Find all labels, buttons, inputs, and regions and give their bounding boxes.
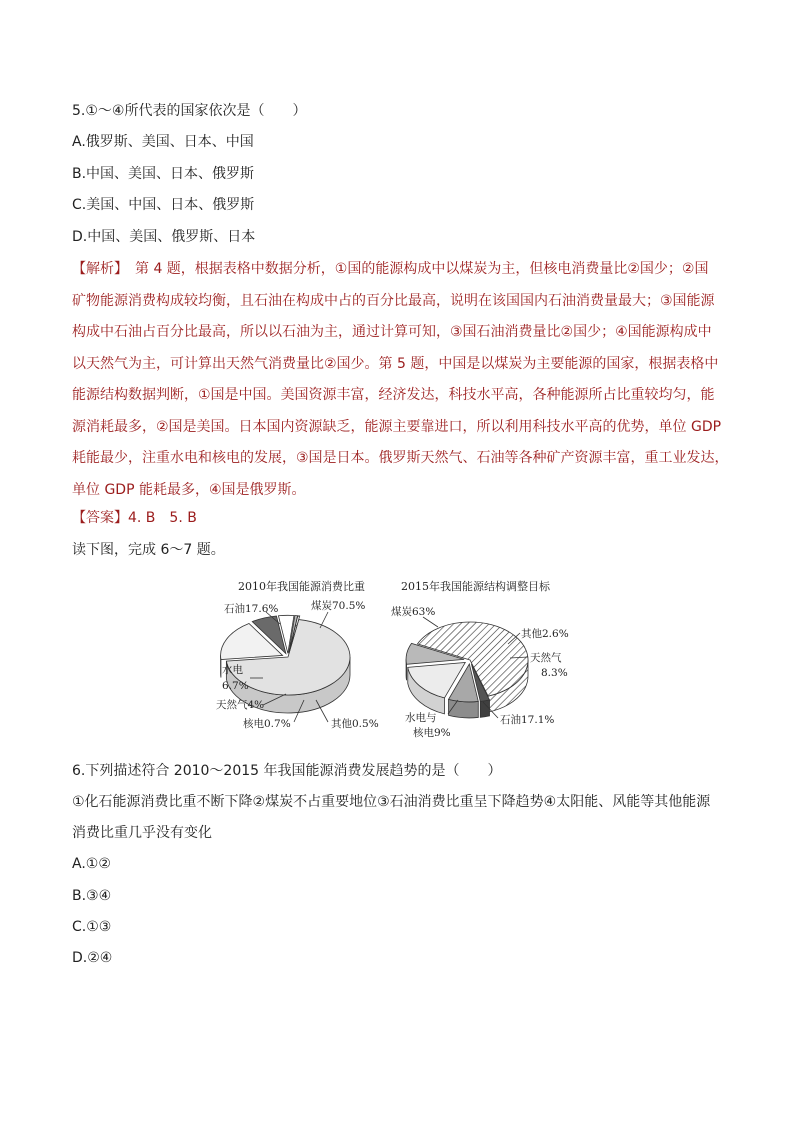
energy-pie-figure (208, 572, 583, 747)
q6-option-a: A.①② (72, 856, 111, 872)
pie2-label-gas: 天然气 (530, 652, 562, 664)
analysis-line-5: 能源结构数据判断，①国是中国。美国资源丰富，经济发达，科技水平高，各种能源所占比重较均匀，能 (72, 387, 715, 403)
analysis-tag: 【解析】 (72, 261, 121, 277)
pie2-label-hydro-nuclear: 水电与 (405, 712, 437, 724)
q6-statements-1: ①化石能源消费比重不断下降②煤炭不占重要地位③石油消费比重呈下降趋势④太阳能、风能等其他能源 (72, 794, 711, 810)
analysis-line-3: 构成中石油占百分比最高，所以以石油为主，通过计算可知，③国石油消费量比②国少；④国能源构成中 (72, 324, 712, 340)
q6-option-d: D.②④ (72, 950, 113, 966)
q5-option-b: B.中国、美国、日本、俄罗斯 (72, 166, 255, 182)
analysis-line-7: 耗能最少，注重水电和核电的发展，③国是日本。俄罗斯天然气、石油等各种矿产资源丰富，重工业发达， (72, 450, 729, 466)
energy-pie-charts (208, 572, 583, 747)
analysis-line-1: 【解析】 第 4 题，根据表格中数据分析，①国的能源构成中以煤炭为主，但核电消费量比②国少；②国 (72, 261, 709, 277)
q5-stem: 5.①～④所代表的国家依次是（ ） (72, 103, 307, 119)
figure-intro: 读下图，完成 6～7 题。 (72, 542, 225, 558)
answer-line (72, 508, 197, 528)
pie1-title: 2010年我国能源消费比重 (238, 580, 365, 593)
q5-option-d: D.中国、美国、俄罗斯、日本 (72, 229, 256, 245)
q5-option-a: A.俄罗斯、美国、日本、中国 (72, 134, 254, 150)
analysis-line-2: 矿物能源消费构成较均衡，且石油在构成中占的百分比最高，说明在该国国内石油消费量最大；③国能源 (72, 292, 715, 309)
answer-tag: 【答案】 (72, 510, 128, 526)
analysis-line-6: 源消耗最多，②国是美国。日本国内资源缺乏，能源主要靠进口，所以利用科技水平高的优势，单位 GDP (72, 418, 722, 435)
pie1-label-hydro: 水电 (222, 664, 243, 676)
pie1-label-hydro-value: 6.7% (222, 680, 249, 692)
pie2-label-hydro-nuclear-value: 核电9% (413, 727, 451, 739)
pie2-label-other: 其他2.6% (521, 628, 569, 640)
pie2-label-gas-value: 8.3% (541, 667, 568, 679)
pie2-label-coal: 煤炭63% (391, 606, 436, 618)
pie2-slice-side-1 (480, 700, 489, 717)
pie1-label-oil: 石油17.6% (224, 603, 279, 615)
analysis-line-4: 以天然气为主，可计算出天然气消费量比②国少。第 5 题，中国是以煤炭为主要能源的国家，根据表格中 (72, 355, 719, 372)
pie1-label-gas: 天然气4% (216, 699, 265, 711)
q5-option-c: C.美国、中国、日本、俄罗斯 (72, 197, 255, 213)
q6-option-b: B.③④ (72, 888, 112, 904)
pie1-label-other: 其他0.5% (331, 718, 379, 730)
answer-text: 4. B 5. B (128, 510, 197, 526)
pie1-label-coal: 煤炭70.5% (311, 600, 366, 612)
pie-2015 (406, 622, 528, 718)
analysis-line-8: 单位 GDP 能耗最多，④国是俄罗斯。 (72, 481, 306, 498)
q6-statements-2: 消费比重几乎没有变化 (72, 825, 212, 841)
pie2-title: 2015年我国能源结构调整目标 (401, 580, 550, 593)
analysis-block (72, 254, 732, 506)
q6-stem: 6.下列描述符合 2010～2015 年我国能源消费发展趋势的是（ ） (72, 763, 502, 779)
pie2-label-oil: 石油17.1% (500, 714, 555, 726)
q6-option-c: C.①③ (72, 919, 112, 935)
pie1-label-nuclear: 核电0.7% (243, 718, 291, 730)
